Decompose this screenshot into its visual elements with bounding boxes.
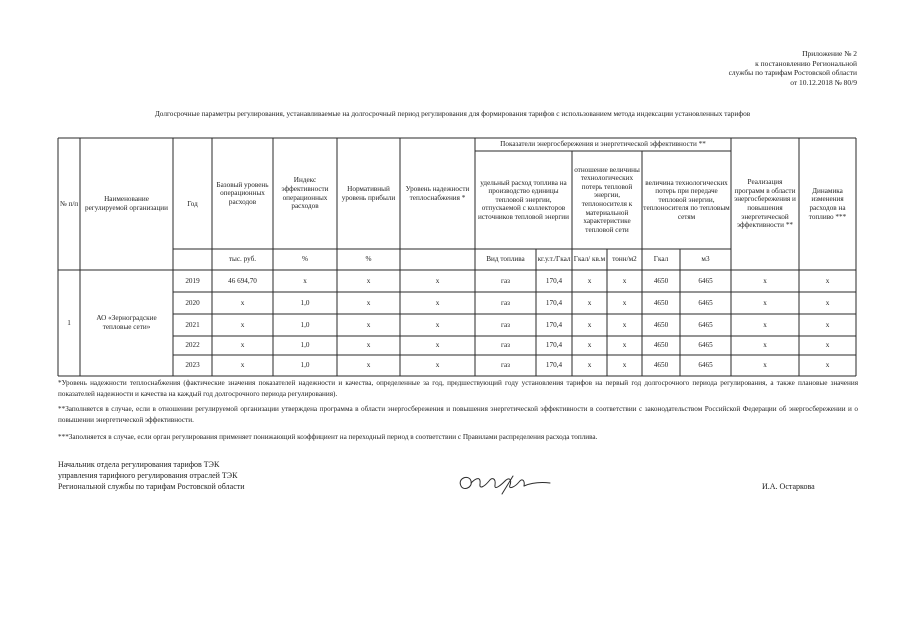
cell-loss-ratio-b: x xyxy=(622,341,627,350)
cell-fuel-type: газ xyxy=(501,361,510,370)
cell-loss-volume-a: 4650 xyxy=(653,298,669,307)
cell-efficiency-index: 1,0 xyxy=(300,298,310,307)
cell-loss-volume-a: 4650 xyxy=(653,361,669,370)
table-row xyxy=(173,336,856,355)
unit-fuel-rate: кг.у.т./Гкал xyxy=(537,255,571,264)
cell-reliability: x xyxy=(435,298,440,307)
unit-loss-ratio-b: тонн/м2 xyxy=(612,255,637,264)
cell-base-costs: 46 694,70 xyxy=(228,276,257,285)
cell-efficiency-index: 1,0 xyxy=(300,361,310,370)
handwritten-signature xyxy=(455,466,575,500)
cell-loss-volume-b: 6465 xyxy=(698,361,713,370)
footnote-reliability: *Уровень надежности теплоснабжения (фактические значения показателей надежности и качества, определенные за год, предшествующий году установления тарифов на первый год долгосрочного периода регулирования, а также плановые значения показателей надежности и качества на каждый год долгосрочного периода регулирования). xyxy=(58,379,858,398)
unit-loss-volume-a: Гкал xyxy=(653,255,669,264)
signer-name: И.А. Остаркова xyxy=(762,482,815,491)
cell-base-costs: x xyxy=(240,361,245,370)
cell-programs: x xyxy=(763,298,767,307)
cell-loss-ratio-b: x xyxy=(622,361,627,370)
cell-loss-volume-a: 4650 xyxy=(653,320,669,329)
appendix-number: Приложение № 2 xyxy=(802,49,857,58)
table-row xyxy=(173,292,856,314)
cell-efficiency-index: x xyxy=(303,276,307,285)
cell-fuel-rate: 170,4 xyxy=(545,361,563,370)
cell-loss-volume-b: 6465 xyxy=(698,276,713,285)
header-fuel-rate: удельный расход топлива на производство единицы тепловой энергии, отпускаемой с коллекторов источников тепловой энергии xyxy=(477,178,569,221)
unit-profit-level: % xyxy=(365,255,372,264)
table-row xyxy=(173,314,856,336)
cell-fuel-type: газ xyxy=(501,320,510,329)
cell-profit-level: x xyxy=(366,361,371,370)
cell-loss-ratio-a: x xyxy=(587,320,592,329)
cell-profit-level: x xyxy=(366,298,371,307)
cell-profit-level: x xyxy=(366,320,371,329)
header-energy-group: Показатели энергосбережения и энергетической эффективности ** xyxy=(500,140,706,149)
cell-loss-volume-b: 6465 xyxy=(698,298,713,307)
table-row xyxy=(173,270,856,292)
cell-year: 2023 xyxy=(185,361,200,370)
cell-fuel-dynamics: x xyxy=(825,320,830,329)
footnote-energy-program: **Заполняется в случае, если в отношении регулируемой организации утверждена программа в области энергосбережения и повышения энергетической эффективности в соответствии с законодательством Российской Федерации об энергосбережении и о повышении энергетической эффективности. xyxy=(58,405,858,424)
cell-year: 2022 xyxy=(185,341,200,350)
header-year: Год xyxy=(187,199,198,208)
cell-base-costs: x xyxy=(240,298,245,307)
header-org-name: Наименование регулируемой организации xyxy=(84,195,168,212)
signatory-agency: Региональной службы по тарифам Ростовской области xyxy=(58,482,245,491)
cell-loss-volume-a: 4650 xyxy=(653,341,669,350)
unit-loss-volume-b: м3 xyxy=(701,255,710,264)
cell-loss-ratio-a: x xyxy=(587,276,592,285)
cell-fuel-type: газ xyxy=(501,298,510,307)
header-base-costs: Базовый уровень операционных расходов xyxy=(216,180,269,206)
header-num: № п/п xyxy=(59,199,79,208)
header-efficiency-index: Индекс эффективности операционных расходов xyxy=(281,176,329,211)
cell-loss-ratio-b: x xyxy=(622,320,627,329)
cell-reliability: x xyxy=(435,320,440,329)
cell-efficiency-index: 1,0 xyxy=(300,320,310,329)
appendix-agency: службы по тарифам Ростовской области xyxy=(728,68,857,77)
header-loss-ratio: отношение величины технологических потерь тепловой энергии, теплоносителя к материальной характеристике тепловой сети xyxy=(574,165,640,234)
cell-loss-ratio-b: x xyxy=(622,298,627,307)
cell-fuel-rate: 170,4 xyxy=(545,320,563,329)
header-profit-level: Нормативный уровень прибыли xyxy=(341,184,396,202)
cell-loss-ratio-a: x xyxy=(587,361,592,370)
document-title: Долгосрочные параметры регулирования, устанавливаемые на долгосрочный период регулирования для формирования тарифов с использованием метода индексации установленных тарифов xyxy=(154,109,751,118)
appendix-date: от 10.12.2018 № 80/9 xyxy=(790,77,857,87)
table-row xyxy=(173,355,856,376)
cell-loss-volume-b: 6465 xyxy=(698,320,713,329)
cell-fuel-dynamics: x xyxy=(825,298,830,307)
cell-efficiency-index: 1,0 xyxy=(300,341,310,350)
cell-loss-ratio-a: x xyxy=(587,298,592,307)
cell-fuel-rate: 170,4 xyxy=(545,276,563,285)
appendix-ref: к постановлению Региональной xyxy=(755,58,857,68)
header-reliability: Уровень надежности теплоснабжения * xyxy=(405,184,470,202)
cell-base-costs: x xyxy=(240,341,245,350)
unit-efficiency-index: % xyxy=(302,255,308,264)
org-name: АО «Зерноградские тепловые сети» xyxy=(96,314,157,331)
cell-fuel-rate: 170,4 xyxy=(545,298,563,307)
signatory-position: Начальник отдела регулирования тарифов ТЭК xyxy=(58,460,220,469)
cell-profit-level: x xyxy=(366,276,371,285)
cell-programs: x xyxy=(763,361,767,370)
cell-fuel-rate: 170,4 xyxy=(545,341,563,350)
cell-fuel-dynamics: x xyxy=(825,341,830,350)
cell-base-costs: x xyxy=(240,320,245,329)
cell-programs: x xyxy=(763,276,767,285)
cell-profit-level: x xyxy=(366,341,371,350)
cell-loss-volume-a: 4650 xyxy=(653,276,669,285)
cell-reliability: x xyxy=(435,276,440,285)
cell-fuel-dynamics: x xyxy=(825,276,830,285)
unit-loss-ratio-a: Гкал/ кв.м xyxy=(573,255,606,264)
cell-programs: x xyxy=(763,320,767,329)
footnote-fuel-coefficient: ***Заполняется в случае, если орган регулирования применяет понижающий коэффициент на переходный период в соответствии с Правилами распределения расхода топлива. xyxy=(58,433,598,441)
header-programs: Реализация программ в области энергосбережения и повышения энергетической эффективности ** xyxy=(734,178,796,230)
cell-reliability: x xyxy=(435,341,440,350)
unit-base-costs: тыс. руб. xyxy=(228,255,257,264)
cell-fuel-type: газ xyxy=(501,276,510,285)
cell-loss-volume-b: 6465 xyxy=(698,341,713,350)
header-fuel-dynamics: Динамика изменения расходов на топливо *** xyxy=(808,186,847,221)
signatory-block xyxy=(58,459,245,492)
cell-fuel-dynamics: x xyxy=(825,361,830,370)
cell-year: 2019 xyxy=(185,276,200,285)
unit-fuel-type: Вид топлива xyxy=(486,255,525,264)
cell-loss-ratio-a: x xyxy=(587,341,592,350)
org-number: 1 xyxy=(67,318,71,327)
cell-year: 2020 xyxy=(185,298,200,307)
cell-year: 2021 xyxy=(185,320,200,329)
signatory-department: управления тарифного регулирования отраслей ТЭК xyxy=(58,471,238,480)
cell-fuel-type: газ xyxy=(501,341,510,350)
header-loss-volume: величина технологических потерь при передаче тепловой энергии, теплоносителя по тепловым сетям xyxy=(643,178,730,221)
cell-programs: x xyxy=(763,341,767,350)
cell-loss-ratio-b: x xyxy=(622,276,627,285)
cell-reliability: x xyxy=(435,361,440,370)
